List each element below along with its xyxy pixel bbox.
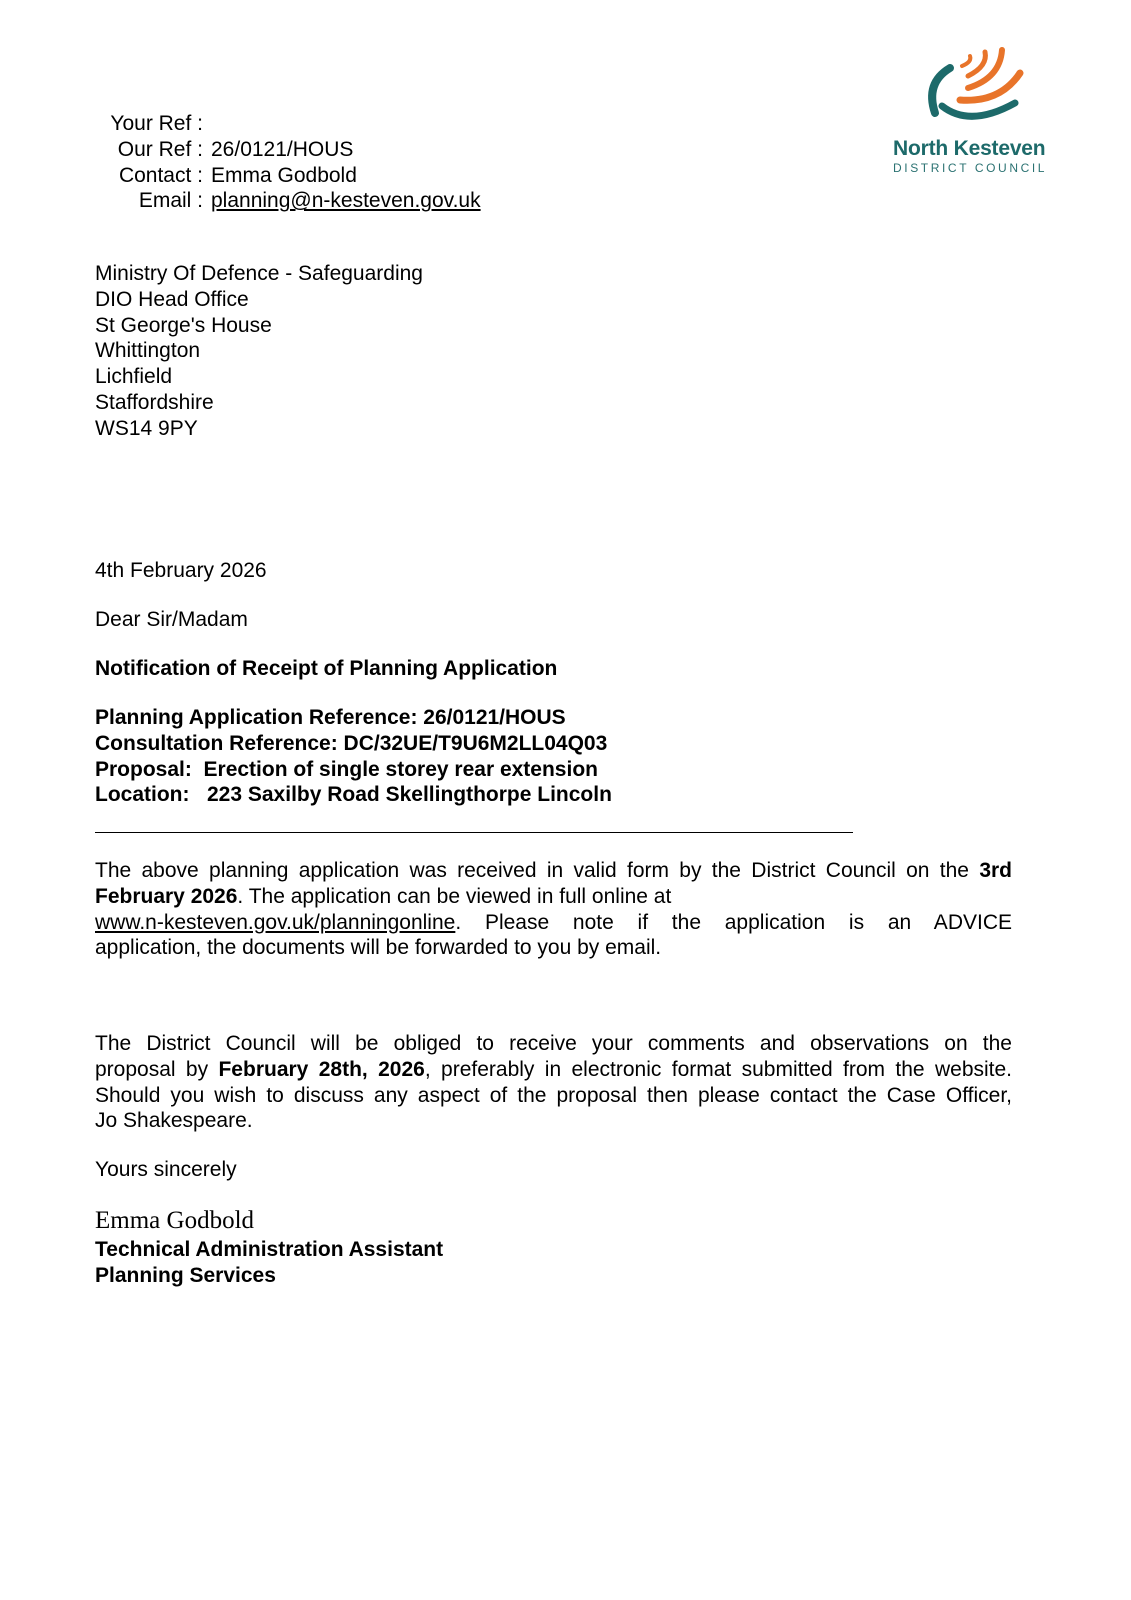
bold-text: February 2026 bbox=[95, 884, 238, 908]
salutation: Dear Sir/Madam bbox=[95, 608, 248, 631]
email-row bbox=[0, 188, 600, 214]
application-details bbox=[95, 705, 612, 808]
location: Location: 223 Saxilby Road Skellingthorpe Lincoln bbox=[95, 783, 612, 807]
planning-online-link[interactable]: www.n-kesteven.gov.uk/planningonline bbox=[95, 910, 456, 934]
recipient-address bbox=[95, 261, 423, 442]
comments-paragraph bbox=[95, 1031, 1012, 1134]
logo-subtitle: DISTRICT COUNCIL bbox=[893, 161, 1048, 175]
closing: Yours sincerely bbox=[95, 1158, 237, 1181]
signatory bbox=[95, 1237, 443, 1289]
text: . The application can be viewed in full online at bbox=[237, 884, 672, 908]
your-ref-row bbox=[0, 111, 600, 137]
text: . Please note if the application is an ADVICE bbox=[455, 910, 1012, 934]
address-line: Whittington bbox=[95, 339, 201, 363]
letter-date: 4th February 2026 bbox=[95, 559, 267, 582]
ref-label: Our Ref : bbox=[117, 137, 203, 161]
text: proposal by bbox=[95, 1057, 219, 1081]
deadline-date: February 28th, 2026 bbox=[218, 1057, 425, 1081]
signatory-title: Technical Administration Assistant bbox=[95, 1238, 444, 1261]
address-line: DIO Head Office bbox=[95, 287, 249, 311]
ref-value: 26/0121/HOUS bbox=[211, 137, 354, 161]
signatory-department: Planning Services bbox=[95, 1263, 276, 1287]
application-reference: Planning Application Reference: 26/0121/HOUS bbox=[95, 706, 566, 729]
ref-label: Your Ref : bbox=[110, 112, 203, 135]
address-line: Ministry Of Defence - Safeguarding bbox=[95, 262, 423, 285]
text: application, the documents will be forwarded to you by email. bbox=[95, 936, 662, 960]
receipt-paragraph bbox=[95, 858, 1012, 961]
our-ref-row bbox=[0, 137, 600, 163]
text: Jo Shakespeare. bbox=[95, 1109, 253, 1133]
council-logo bbox=[890, 38, 1060, 178]
text: , preferably in electronic format submitted from the website. bbox=[424, 1057, 1013, 1081]
address-line: Staffordshire bbox=[95, 390, 214, 414]
contact-row bbox=[0, 163, 600, 189]
ref-label: Email : bbox=[138, 189, 203, 213]
text: Should you wish to discuss any aspect of the proposal then please contact the Case Officer, bbox=[95, 1083, 1012, 1107]
ref-value: Emma Godbold bbox=[211, 163, 357, 187]
address-line: Lichfield bbox=[95, 365, 173, 389]
swirl-logo-icon bbox=[890, 38, 1060, 138]
subject-heading: Notification of Receipt of Planning Application bbox=[95, 657, 558, 680]
address-line: St George's House bbox=[95, 313, 272, 337]
email-link[interactable]: planning@n-kesteven.gov.uk bbox=[211, 189, 481, 213]
ref-label: Contact : bbox=[118, 163, 203, 187]
logo-name: North Kesteven bbox=[893, 137, 1046, 160]
bold-text: 3rd bbox=[979, 859, 1012, 882]
reference-block bbox=[0, 111, 600, 214]
text: The District Council will be obliged to receive your comments and observations on the bbox=[95, 1032, 1012, 1055]
address-line: WS14 9PY bbox=[95, 416, 198, 440]
divider bbox=[95, 832, 853, 833]
text: The above planning application was received in valid form by the District Council on the bbox=[95, 859, 980, 882]
proposal: Proposal: Erection of single storey rear extension bbox=[95, 757, 598, 781]
consultation-reference: Consultation Reference: DC/32UE/T9U6M2LL04Q03 bbox=[95, 731, 608, 755]
signature: Emma Godbold bbox=[95, 1207, 255, 1234]
